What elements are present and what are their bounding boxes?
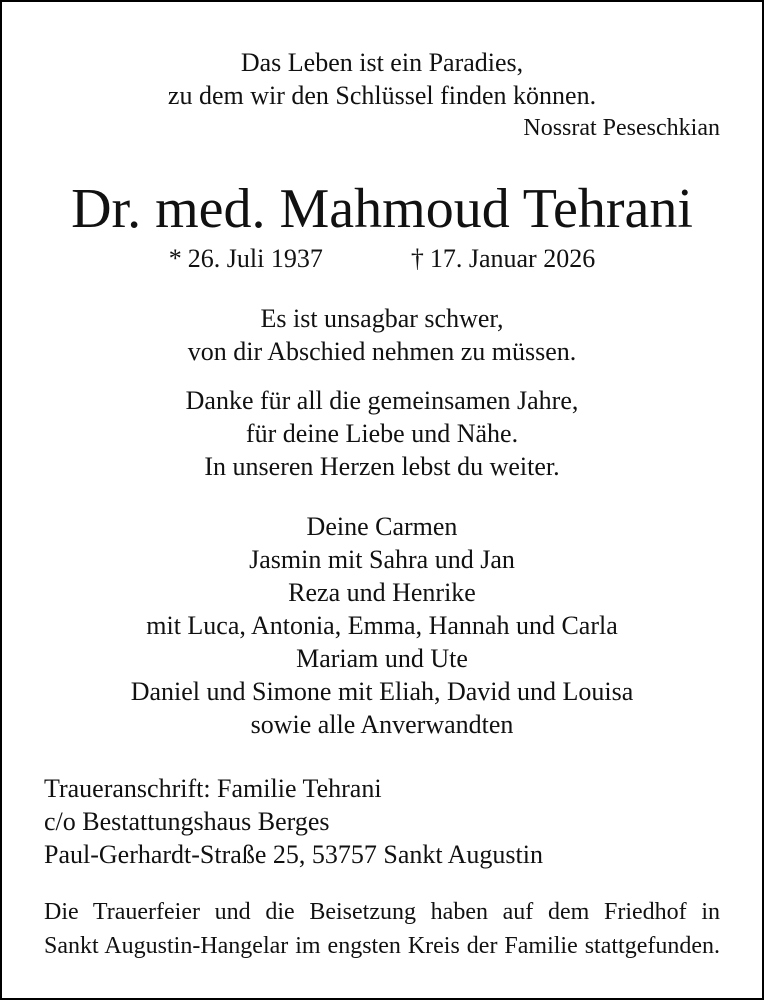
mourner-line: mit Luca, Antonia, Emma, Hannah und Carla — [146, 611, 618, 640]
quote-block — [44, 46, 720, 112]
mourners-list — [44, 510, 720, 741]
quote-line-1: Das Leben ist ein Paradies, — [240, 48, 524, 77]
condolence-1-line-2: von dir Abschied nehmen zu müssen. — [187, 337, 577, 366]
death-date — [411, 242, 595, 275]
funeral-notice-line-2: Sankt Augustin-Hangelar im engsten Kreis der Familie stattgefunden. — [44, 933, 720, 959]
mourner-line: sowie alle Anverwandten — [250, 710, 514, 739]
death-cross-symbol: † — [410, 244, 424, 273]
mourning-address-block — [44, 772, 720, 871]
condolence-paragraph-1 — [44, 302, 720, 368]
birth-date-text: 26. Juli 1937 — [187, 244, 323, 273]
address-line-3: Paul-Gerhardt-Straße 25, 53757 Sankt Augustin — [44, 840, 543, 869]
address-line-1: Traueranschrift: Familie Tehrani — [44, 774, 382, 803]
condolence-paragraph-2 — [44, 384, 720, 483]
quote-line-2: zu dem wir den Schlüssel finden können. — [167, 81, 597, 110]
mourner-line: Deine Carmen — [306, 512, 458, 541]
life-dates — [44, 242, 720, 275]
funeral-notice-line-1: Die Trauerfeier und die Beisetzung haben auf dem Friedhof in — [44, 899, 720, 925]
condolence-2-line-1: Danke für all die gemeinsamen Jahre, — [185, 386, 579, 415]
mourner-line: Daniel und Simone mit Eliah, David und Louisa — [130, 677, 634, 706]
birth-star-symbol: * — [168, 244, 182, 273]
funeral-notice — [44, 895, 720, 963]
birth-date — [169, 242, 323, 275]
death-date-text: 17. Januar 2026 — [429, 244, 596, 273]
condolence-1-line-1: Es ist unsagbar schwer, — [260, 304, 504, 333]
address-line-2: c/o Bestattungshaus Berges — [44, 807, 330, 836]
deceased-name: Dr. med. Mahmoud Tehrani — [71, 178, 693, 240]
mourner-line: Jasmin mit Sahra und Jan — [249, 545, 515, 574]
mourner-line: Mariam und Ute — [296, 644, 468, 673]
mourner-line: Reza und Henrike — [288, 578, 476, 607]
condolence-2-line-3: In unseren Herzen lebst du weiter. — [204, 452, 560, 481]
condolence-2-line-2: für deine Liebe und Nähe. — [245, 419, 519, 448]
quote-attribution: Nossrat Peseschkian — [523, 115, 720, 141]
